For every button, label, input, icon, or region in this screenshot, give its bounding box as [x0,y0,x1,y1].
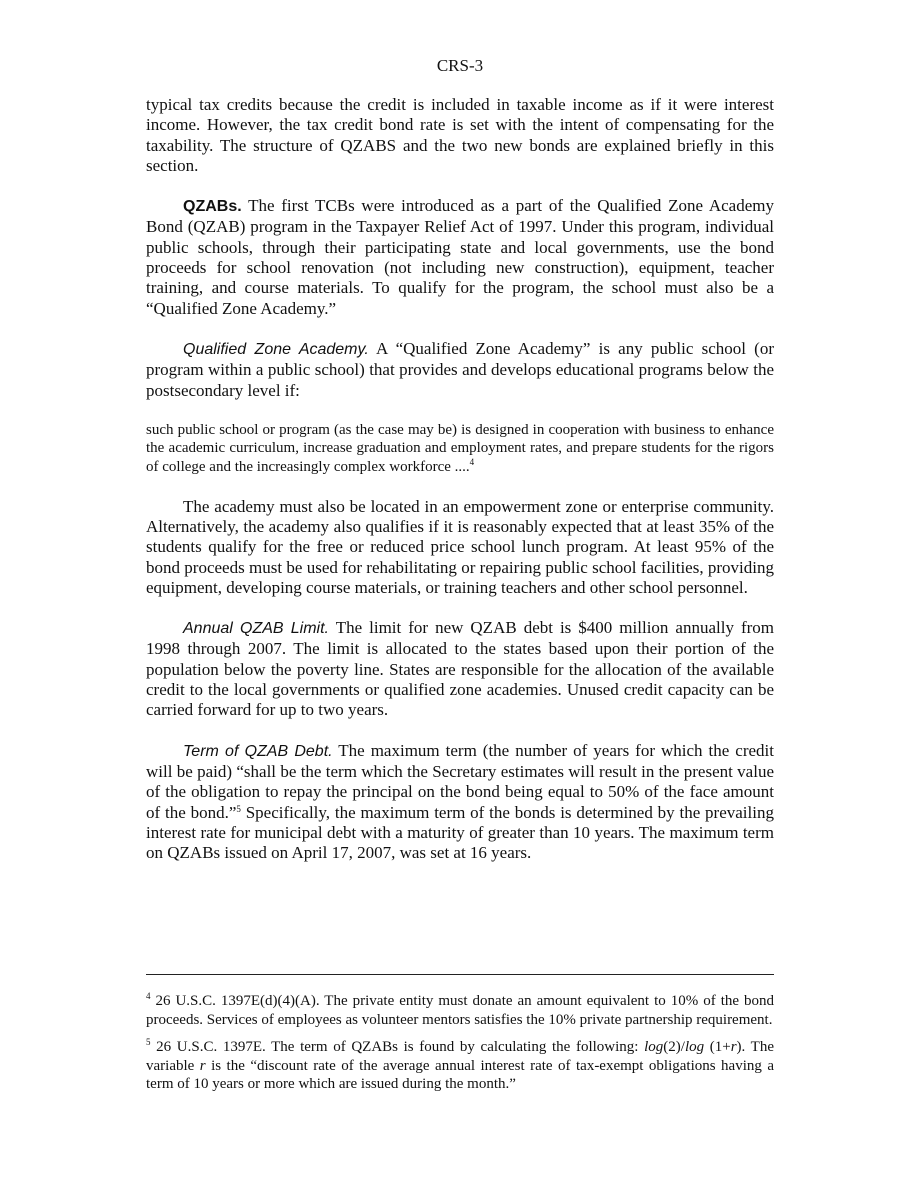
paragraph-term-text-a: The maximum term (the number of years for which the credit will be paid) “shall be the term which the Secretary estimates will result in the present value of the obligation to repay the principal on the bond being equal to 50% of the face amount of the bond.” [146,740,775,822]
paragraph-term-of-debt [146,741,774,864]
block-quote-text: such public school or program (as the case may be) is designed in cooperation with business to enhance the academic curriculum, increase graduation and employment rates, and prepare students for the rigors of college and the increasingly complex workforce .... [146,421,774,476]
footnote-mark-4: 4 [146,991,151,1001]
formula-paren-close: ). [736,1039,746,1056]
paragraph-annual-limit-text: The limit for new QZAB debt is $400 million annually from 1998 through 2007. The limit is allocated to the states based upon their portion of the population below the poverty line. States are responsible for the allocation of the available credit to the local governments or qualified zone academies. Unused credit capacity can be carried forward for up to two years. [146,618,775,720]
formula-log-1: log [644,1039,664,1056]
heading-annual-qzab-limit: Annual QZAB Limit. [183,620,330,638]
formula-paren-open: (1+ [704,1039,731,1056]
footnote-4-text: 26 U.S.C. 1397E(d)(4)(A). The private entity must donate an amount equivalent to 10% of the bond proceeds. Services of employees as volunteer mentors satisfies the 10% private partnership requirement. [146,993,774,1028]
footnote-5-text-a: 26 U.S.C. 1397E. The term of QZABs is found by calculating the following: [150,1039,645,1056]
formula-log-2: log [684,1039,705,1056]
footnote-ref-5: 5 [236,803,241,814]
heading-term-of-qzab-debt: Term of QZAB Debt. [183,742,333,760]
footnote-divider [146,974,774,975]
footnote-mark-5: 5 [146,1037,151,1048]
formula-mid: (2)/ [663,1039,685,1056]
paragraph-academy-location: The academy must also be located in an empowerment zone or enterprise community. Alternatively, the academy also qualifies if it is reasonably expected that at least 35% of the students qualify for the free or reduced price school lunch program. At least 95% of the bond proceeds must be used for rehabilitating or repairing public school facilities, providing equipment, developing course materials, or training teachers and other school personnel. [146,496,774,597]
paragraph-intro: typical tax credits because the credit is included in taxable income as if it were interest income. However, the tax credit bond rate is set with the intent of compensating for the taxability. The structure of QZABS and the two new bonds are explained briefly in this section. [146,95,774,175]
block-quote [146,421,774,477]
footnote-5-text-c: is the “discount rate of the average annual interest rate of tax-exempt obligations having a term of 10 years or more which are issued during the month.” [146,1057,774,1093]
paragraph-term-text-b: Specifically, the maximum term of the bonds is determined by the prevailing interest rate for municipal debt with a maturity of greater than 10 years. The maximum term on QZABs issued on April 17, 2007, was set at 16 years. [146,802,774,863]
footnotes [146,992,774,1103]
paragraph-qualified-zone-academy [146,339,774,401]
footnote-5-text-b: The variable [146,1039,774,1074]
heading-qualified-zone-academy: Qualified Zone Academy. [183,340,369,358]
variable-r: r [199,1057,206,1074]
footnote-ref-4: 4 [469,457,475,468]
paragraph-qzabs [146,196,774,319]
paragraph-annual-limit [146,618,774,720]
formula-r: r [730,1039,737,1056]
paragraph-qualified-zone-academy-text: A “Qualified Zone Academy” is any public school (or program within a public school) that provides and develops educational programs below the postsecondary level if: [146,338,774,400]
footnote-5 [146,1038,774,1094]
heading-qzabs: QZABs. [183,198,242,216]
page-number: CRS-3 [436,56,484,75]
body-text [146,95,774,883]
footnote-4 [146,992,774,1029]
paragraph-qzabs-text: The first TCBs were introduced as a part of the Qualified Zone Academy Bond (QZAB) program in the Taxpayer Relief Act of 1997. Under this program, individual public schools, through their participating state and local governments, use the bond proceeds for school renovation (not including new construction), equipment, teacher training, and course materials. To qualify for the program, the school must also be a “Qualified Zone Academy.” [146,196,774,318]
